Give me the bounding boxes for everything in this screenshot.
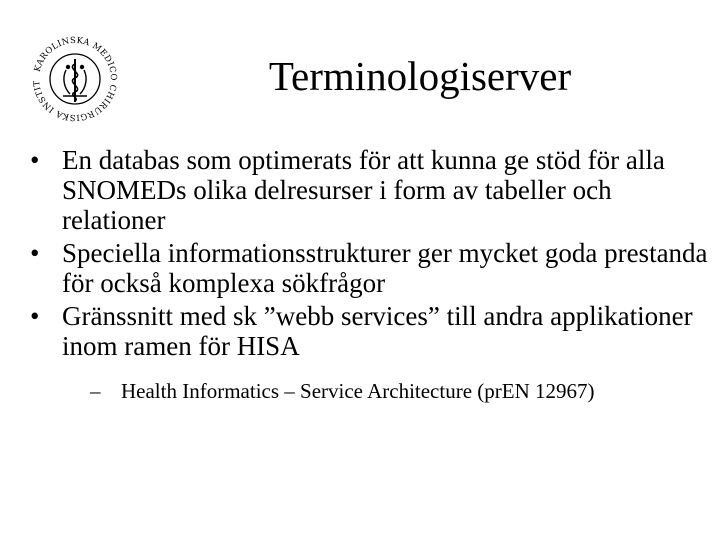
bullet-item bbox=[30, 238, 710, 298]
karolinska-institutet-seal-icon bbox=[30, 34, 120, 124]
sub-bullet-item bbox=[90, 378, 710, 404]
bullet-icon: • bbox=[30, 301, 40, 331]
bullet-list bbox=[30, 145, 710, 404]
svg-text:KAROLINSKA MEDICO CHIRURGISKA: KAROLINSKA MEDICO CHIRURGISKA INSTIT bbox=[31, 35, 119, 123]
bullet-item bbox=[30, 301, 710, 361]
bullet-icon: • bbox=[30, 145, 40, 175]
sub-bullet-text: Health Informatics – Service Architecture (prEN 12967) bbox=[121, 379, 595, 403]
bullet-text: En databas som optimerats för att kunna ge stöd för alla SNOMEDs olika delresurser i form av tabeller och relationer bbox=[62, 145, 665, 235]
bullet-text: Gränssnitt med sk ”webb services” till andra applikationer inom ramen för HISA bbox=[62, 301, 693, 361]
bullet-item bbox=[30, 145, 710, 235]
bullet-icon: • bbox=[30, 238, 40, 268]
dash-icon: – bbox=[90, 379, 101, 403]
slide-title: Terminologiserver bbox=[268, 53, 572, 99]
bullet-text: Speciella informationsstrukturer ger mycket goda prestanda för också komplexa sökfrågor bbox=[62, 238, 708, 298]
